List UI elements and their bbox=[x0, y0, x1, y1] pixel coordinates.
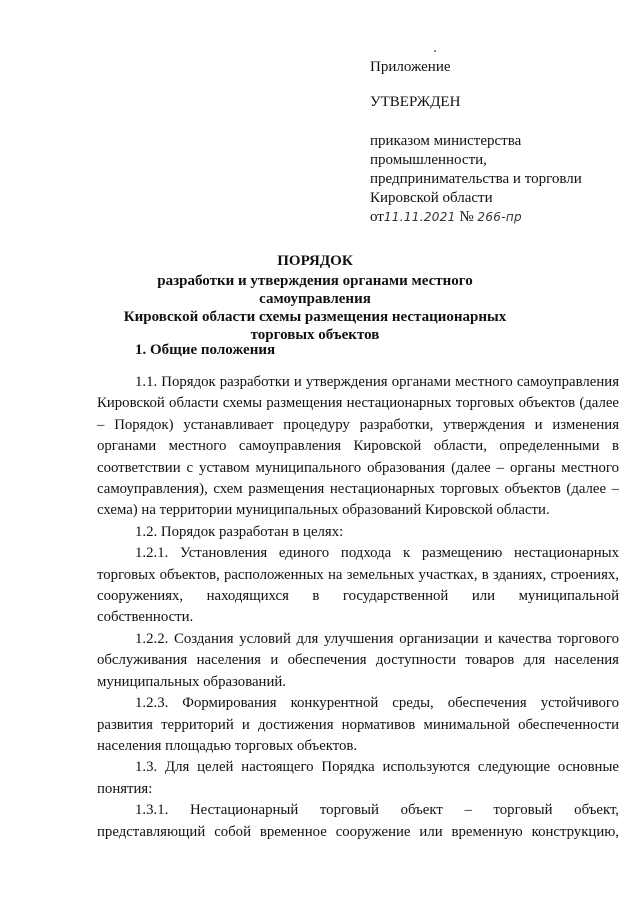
paragraph-1-3: 1.3. Для целей настоящего Порядка используются следующие основные понятия: bbox=[97, 759, 619, 797]
title-line-2: Кировской области схемы размещения нестационарных bbox=[123, 309, 507, 325]
scan-speck bbox=[434, 50, 436, 52]
document-title bbox=[100, 252, 530, 344]
paragraph-1-2-1: 1.2.1. Установления единого подхода к размещению нестационарных торговых объектов, расположенных на земельных участках, в зданиях, строениях, сооружениях, находящихся в государственной или муниципальной собственности. bbox=[97, 545, 619, 626]
appendix-label: Приложение bbox=[370, 59, 451, 75]
approved-label: УТВЕРЖДЕН bbox=[370, 94, 461, 110]
order-line-2: промышленности, bbox=[370, 152, 487, 168]
paragraph-1-3-1: 1.3.1. Нестационарный торговый объект – торговый объект, представляющий собой временное сооружение или временную конструкцию, bbox=[97, 802, 619, 840]
handwritten-number: 266-пр bbox=[477, 210, 522, 224]
title-line-3: торговых объектов bbox=[250, 327, 380, 343]
order-line-3: предпринимательства и торговли bbox=[370, 171, 582, 187]
paragraph-1-2: 1.2. Порядок разработан в целях: bbox=[135, 523, 344, 540]
body-text bbox=[97, 372, 619, 843]
paragraph-1-2-3: 1.2.3. Формирования конкурентной среды, обеспечения устойчивого развития территорий и достижения нормативов минимальной обеспеченности населения площадью торговых объектов. bbox=[97, 695, 619, 754]
section-heading: 1. Общие положения bbox=[135, 342, 276, 358]
paragraph-1-1: 1.1. Порядок разработки и утверждения органами местного самоуправления Кировской области схемы размещения нестационарных торговых объектов (далее – Порядок) устанавливает процедуру разработки, утверждения и изменения органами местного самоуправления Кировской области, определенными в соответствии с уставом муниципального образования (далее – органы местного самоуправления), схем размещения нестационарных торговых объектов (далее – схема) на территории муниципальных образований Кировской области. bbox=[97, 374, 619, 519]
number-symbol: № bbox=[459, 209, 474, 225]
approval-block bbox=[370, 58, 620, 227]
order-line-1: приказом министерства bbox=[370, 133, 522, 149]
order-date-number bbox=[370, 208, 620, 227]
title-main: ПОРЯДОК bbox=[277, 253, 353, 269]
title-line-1: разработки и утверждения органами местного самоуправления bbox=[157, 273, 473, 307]
date-prefix: от bbox=[370, 209, 384, 225]
paragraph-1-2-2: 1.2.2. Создания условий для улучшения организации и качества торгового обслуживания населения и обеспечения доступности товаров для населения муниципальных образований. bbox=[97, 630, 619, 690]
order-line-4: Кировской области bbox=[370, 190, 493, 206]
handwritten-date: 11.11.2021 bbox=[383, 210, 456, 224]
